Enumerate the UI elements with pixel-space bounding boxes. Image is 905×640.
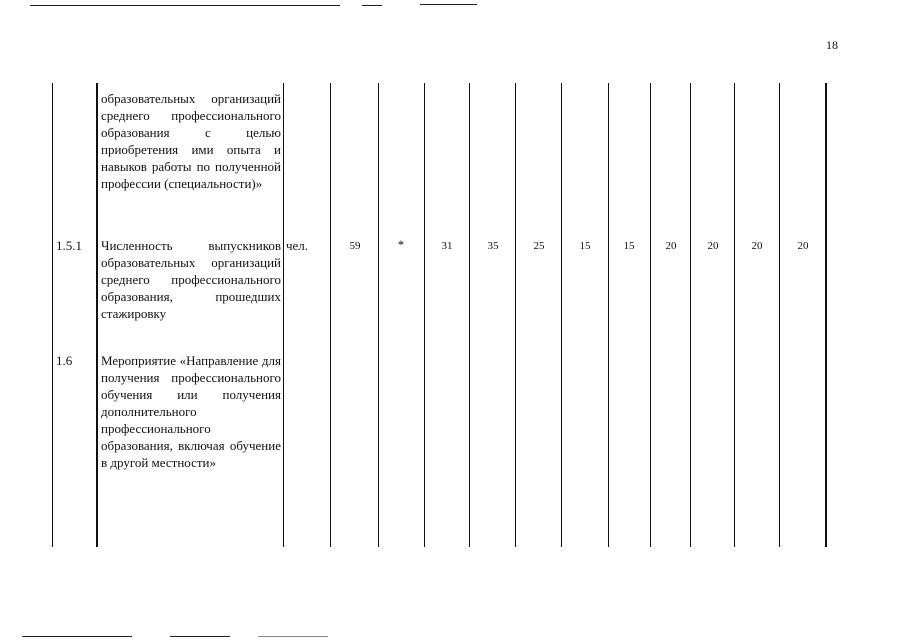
table-border-left (52, 83, 53, 547)
value-cell: 25 (533, 240, 545, 252)
row-description: Мероприятие «Направление для получения профессионального обучения или получения дополнительного профессионального образования, включая обучение в другой местности» (101, 353, 281, 470)
value-cell: 20 (707, 240, 719, 252)
value-cell: 35 (487, 240, 499, 252)
table-border-right (825, 83, 827, 547)
scan-artifact-bottom-1 (22, 636, 132, 637)
scan-artifact-bottom-2 (170, 636, 230, 637)
row-description: Численность выпускников образовательных организаций среднего профессионального образования, прошедших стажировку (101, 238, 281, 321)
page-number: 18 (826, 38, 838, 52)
column-rule (650, 83, 651, 547)
column-rule (608, 83, 609, 547)
value-cell: 15 (579, 240, 591, 252)
column-rule (734, 83, 735, 547)
column-rule (779, 83, 780, 547)
column-rule (469, 83, 470, 547)
column-rule (690, 83, 691, 547)
column-rule (424, 83, 425, 547)
value-cell: 59 (349, 240, 361, 252)
value-cell: 15 (623, 240, 635, 252)
value-cell: * (397, 237, 405, 252)
row-number: 1.5.1 (56, 238, 82, 253)
value-cell: 20 (751, 240, 763, 252)
column-rule (330, 83, 331, 547)
scan-artifact-bottom-3 (258, 636, 328, 637)
column-rule (378, 83, 379, 547)
value-cell: 20 (665, 240, 677, 252)
scan-artifact-top-1 (30, 5, 340, 6)
column-rule (96, 83, 98, 547)
column-rule (283, 83, 284, 547)
scan-artifact-top-3 (420, 4, 477, 5)
column-rule (515, 83, 516, 547)
scan-artifact-top-2 (362, 5, 382, 6)
row-number: 1.6 (56, 353, 73, 368)
value-cell: 31 (441, 240, 453, 252)
row-description-continuation: образовательных организаций среднего профессионального образования с целью приобретения ими опыта и навыков работы по полученной профессии (специальности)» (101, 91, 281, 191)
column-rule (561, 83, 562, 547)
row-unit: чел. (286, 238, 309, 253)
value-cell: 20 (797, 240, 809, 252)
